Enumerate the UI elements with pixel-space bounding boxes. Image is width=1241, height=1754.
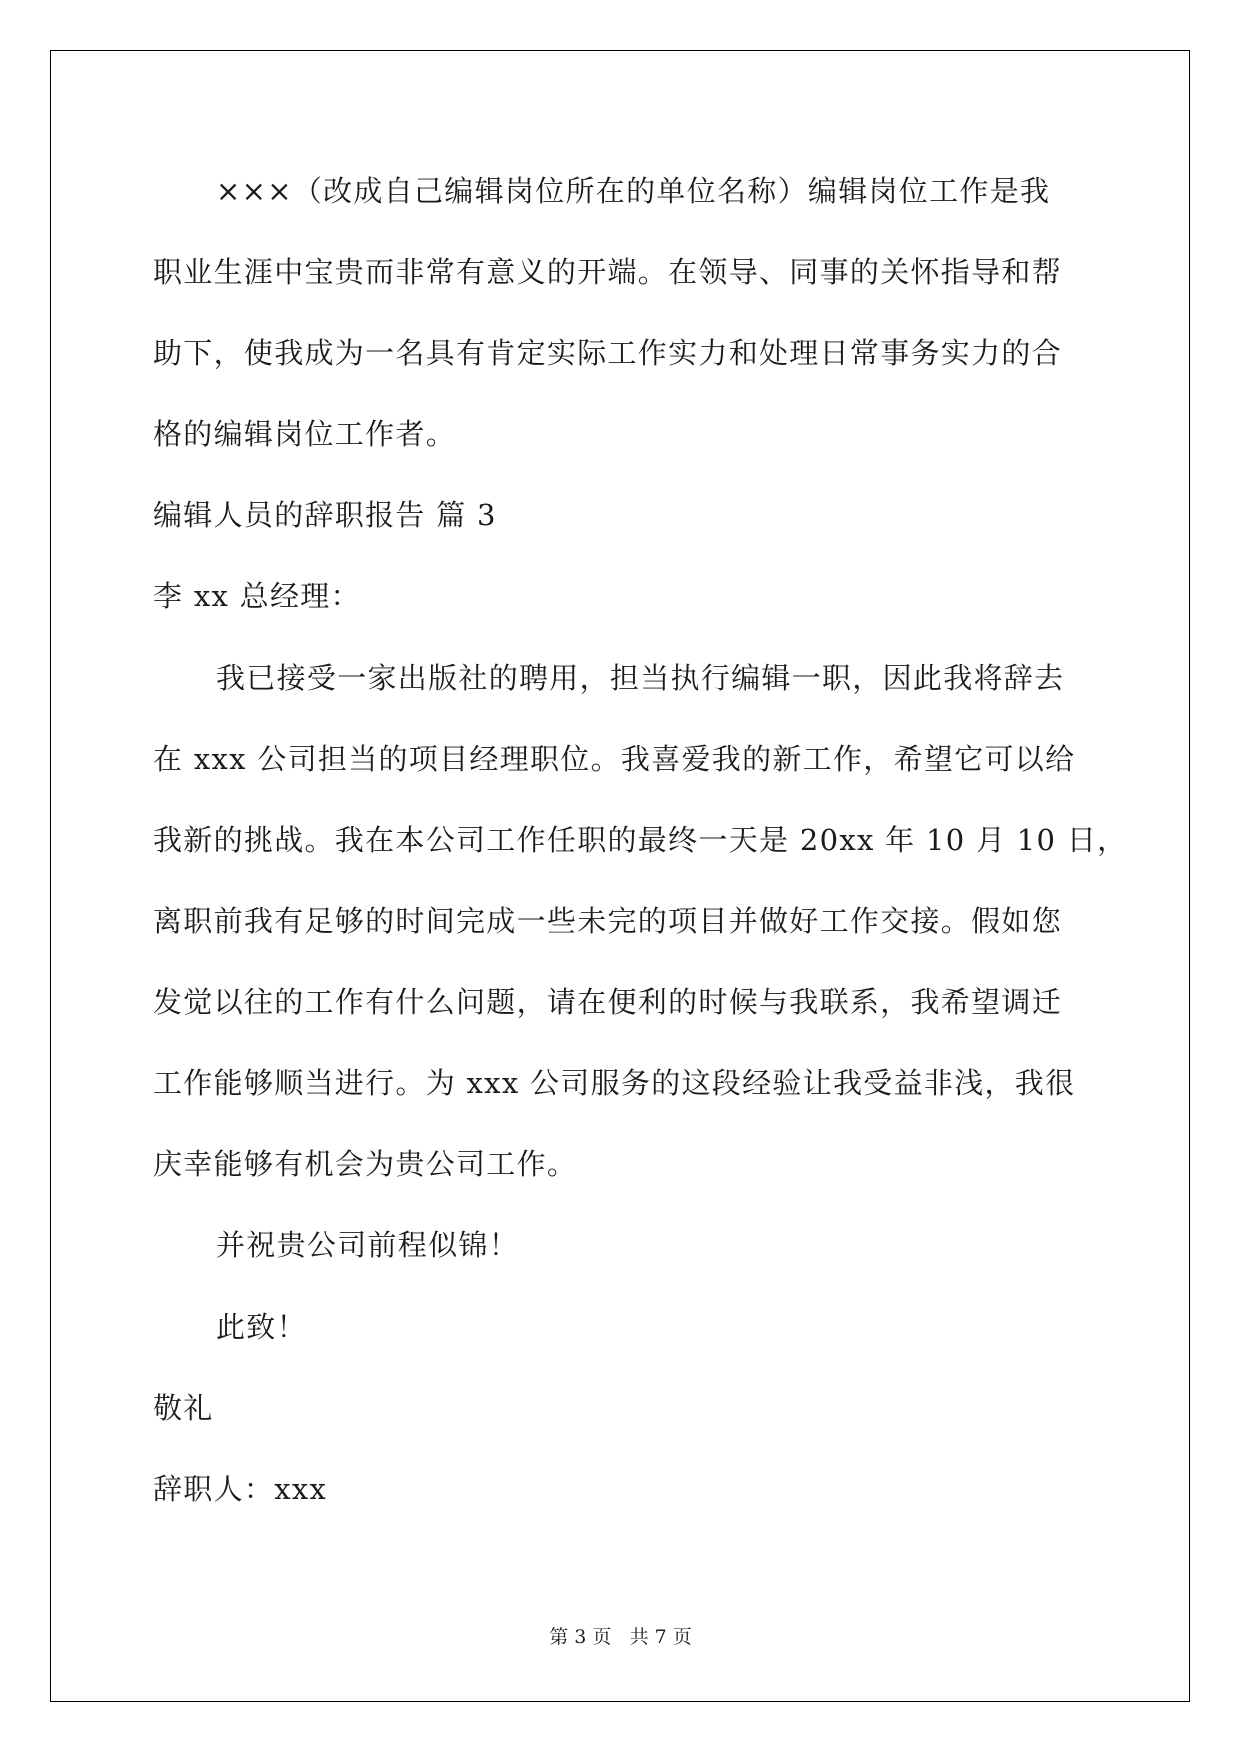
body-line-3: 助下，使我成为一名具有肯定实际工作实力和处理日常事务实力的合: [153, 336, 1063, 370]
page-footer: [0, 1626, 1241, 1648]
page-border: [50, 50, 1190, 1702]
closing-regards: 此致！: [216, 1310, 307, 1344]
salutation: 李 xx 总经理：: [153, 579, 361, 613]
body-line-5: 我已接受一家出版社的聘用，担当执行编辑一职，因此我将辞去: [216, 661, 1065, 695]
body-line-4: 格的编辑岗位工作者。: [153, 417, 457, 451]
closing-wish: 并祝贵公司前程似锦！: [216, 1228, 520, 1262]
section-heading: 编辑人员的辞职报告 篇 3: [153, 498, 497, 532]
body-line-2: 职业生涯中宝贵而非常有意义的开端。在领导、同事的关怀指导和帮: [153, 255, 1063, 289]
body-line-8: 离职前我有足够的时间完成一些未完的项目并做好工作交接。假如您: [153, 904, 1063, 938]
page-number: 第 3 页: [549, 1626, 612, 1648]
body-line-7: 我新的挑战。我在本公司工作任职的最终一天是 20xx 年 10 月 10 日，: [153, 823, 1128, 857]
body-line-10: 工作能够顺当进行。为 xxx 公司服务的这段经验让我受益非浅，我很: [153, 1066, 1076, 1100]
signature-line: 辞职人：xxx: [153, 1472, 328, 1506]
body-line-9: 发觉以往的工作有什么问题，请在便利的时候与我联系，我希望调迁: [153, 985, 1063, 1019]
body-line-11: 庆幸能够有机会为贵公司工作。: [153, 1147, 578, 1181]
closing-salute: 敬礼: [153, 1391, 214, 1425]
body-line-1: ×××（改成自己编辑岗位所在的单位名称）编辑岗位工作是我: [216, 174, 1051, 208]
page-total: 共 7 页: [629, 1626, 692, 1648]
body-line-6: 在 xxx 公司担当的项目经理职位。我喜爱我的新工作，希望它可以给: [153, 742, 1076, 776]
